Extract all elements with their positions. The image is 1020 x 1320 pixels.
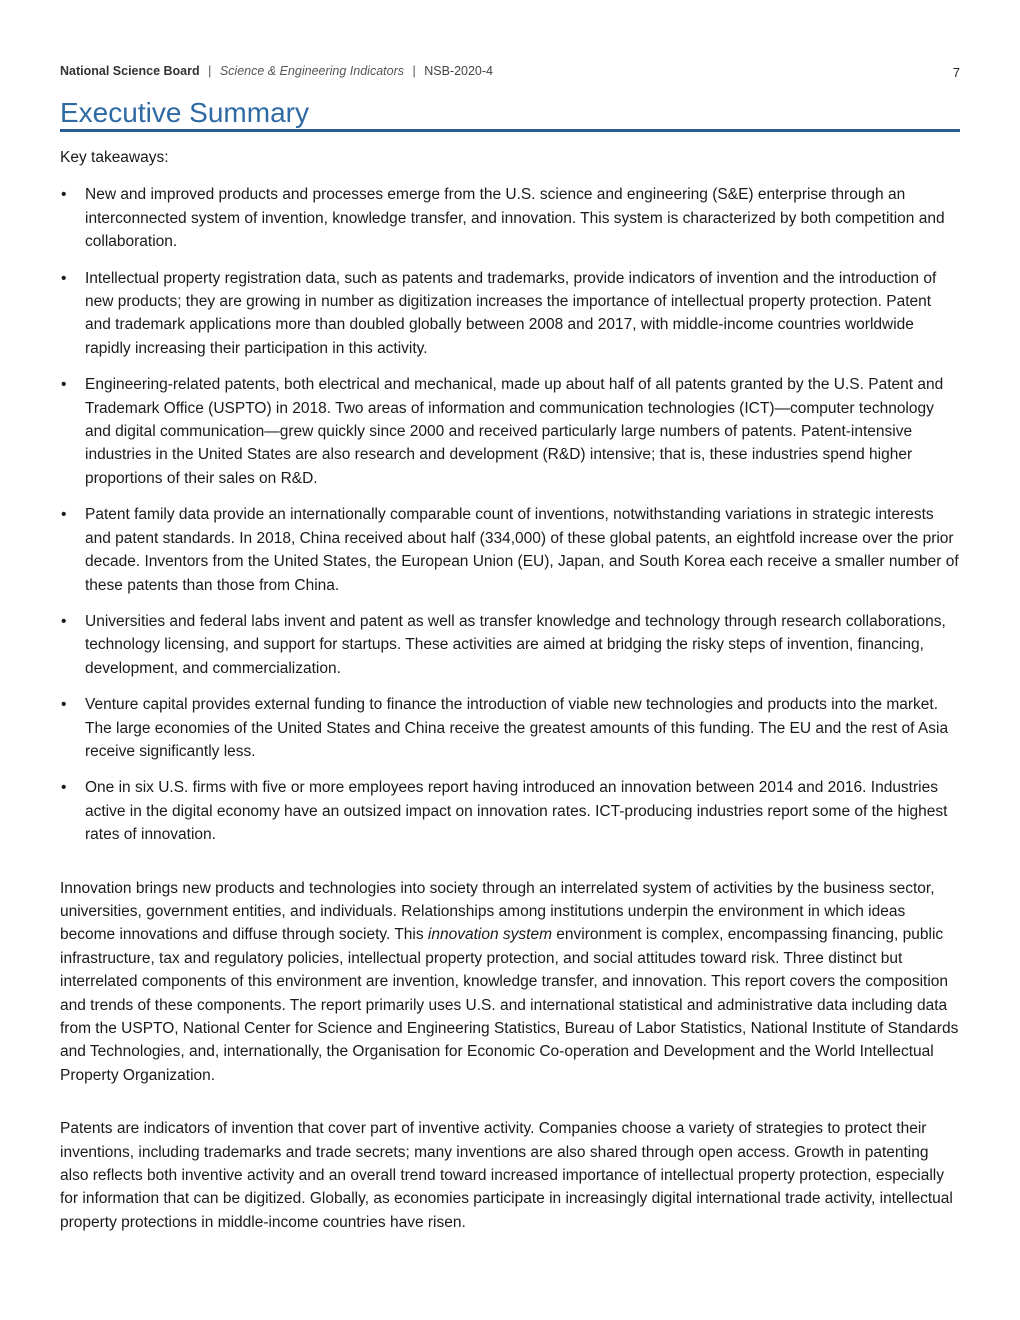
list-item-text: Engineering-related patents, both electrical and mechanical, made up about half of all patents granted by the U.S. Patent and Trademark Office (USPTO) in 2018. Two areas of information and communication technologies (ICT)—computer technology and digital communication—grew quickly since 2000 and received particularly large numbers of patents. Patent-intensive industries in the United States are also research and development (R&D) intensive; that is, these industries spend higher proportions of their sales on R&D. bbox=[85, 376, 944, 487]
running-header bbox=[60, 64, 960, 82]
bullet-marker: • bbox=[61, 612, 67, 630]
bullet-marker: • bbox=[61, 779, 67, 797]
body-paragraph-patents: Patents are indicators of invention that cover part of inventive activity. Companies choose a variety of strategies to protect their inventions, including trademarks and trade secrets; many inventions are also shared through open access. Growth in patenting also reflects both inventive activity and an overall trend toward increased importance of intellectual property protection, especially for information that can be digitized. Globally, as economies participate in increasingly digital international trade activity, intellectual property protections in middle-income countries have risen. bbox=[60, 1120, 953, 1231]
list-item-text: Venture capital provides external funding to finance the introduction of viable new technologies and products into the market. The large economies of the United States and China receive the greatest amounts of this funding. The EU and the rest of Asia receive significantly less. bbox=[85, 696, 949, 760]
list-item bbox=[60, 267, 960, 361]
paragraph-text: Innovation brings new products and technologies into society through an interrelated system of activities by the business sector, universities, government entities, and individuals. Relationships among institutions underpin the environment in which ideas become innovations and diffuse through society. This bbox=[60, 879, 935, 944]
key-takeaways-lead: Key takeaways: bbox=[60, 149, 169, 166]
bullet-marker: • bbox=[61, 269, 67, 287]
body-paragraph-innovation-system bbox=[60, 877, 960, 1088]
title-underline-rule bbox=[60, 129, 960, 132]
list-item-text: Patent family data provide an internationally comparable count of inventions, notwithstanding variations in strategic interests and patent standards. In 2018, China received about half (334,000) of these global patents, an eightfold increase over the prior decade. Inventors from the United States, the European Union (EU), Japan, and South Korea each receive a smaller number of these patents than those from China. bbox=[85, 506, 959, 594]
list-item bbox=[60, 183, 960, 253]
page-number: 7 bbox=[952, 65, 960, 80]
list-item bbox=[60, 373, 960, 490]
emphasized-term: innovation system bbox=[427, 926, 552, 944]
list-item-text: New and improved products and processes emerge from the U.S. science and engineering (S&E) enterprise through an interconnected system of invention, knowledge transfer, and innovation. This system is characterized by both competition and collaboration. bbox=[85, 186, 945, 251]
list-item-text: Universities and federal labs invent and patent as well as transfer knowledge and technology through research collaborations, technology licensing, and support for startups. These activities are aimed at bridging the risky steps of invention, financing, development, and commercialization. bbox=[85, 612, 946, 677]
list-item bbox=[60, 503, 960, 597]
section-title: Executive Summary bbox=[60, 97, 309, 128]
header-separator: | bbox=[412, 64, 416, 78]
section-body bbox=[60, 146, 960, 1234]
bullet-marker: • bbox=[61, 376, 67, 394]
paragraph-text: environment is complex, encompassing financing, public infrastructure, tax and regulatory policies, intellectual property protection, and social attitudes toward risk. Three distinct but interrelated components of this environment are invention, knowledge transfer, and innovation. This report covers the composition and trends of these components. The report primarily uses U.S. and international statistical and administrative data including data from the USPTO, National Center for Science and Engineering Statistics, Bureau of Labor Statistics, National Institute of Standards and Technologies, and, internationally, the Organisation for Economic Co-operation and Development and the World Intellectual Property Organization. bbox=[60, 926, 959, 1084]
header-report-id: NSB-2020-4 bbox=[424, 64, 493, 78]
bullet-marker: • bbox=[61, 696, 67, 714]
list-item bbox=[60, 776, 960, 846]
list-item bbox=[60, 693, 960, 763]
header-separator: | bbox=[208, 64, 212, 78]
header-publication: Science & Engineering Indicators bbox=[219, 64, 404, 78]
key-takeaways-list bbox=[60, 183, 960, 846]
list-item bbox=[60, 610, 960, 680]
bullet-marker: • bbox=[61, 506, 67, 524]
header-organization: National Science Board bbox=[60, 64, 200, 78]
bullet-marker: • bbox=[61, 186, 67, 204]
list-item-text: One in six U.S. firms with five or more employees report having introduced an innovation between 2014 and 2016. Industries active in the digital economy have an outsized impact on innovation rates. ICT-producing industries report some of the highest rates of innovation. bbox=[85, 779, 948, 844]
list-item-text: Intellectual property registration data, such as patents and trademarks, provide indicators of invention and the introduction of new products; they are growing in number as digitization increases the importance of intellectual property protection. Patent and trademark applications more than doubled globally between 2008 and 2017, with middle-income countries worldwide rapidly increasing their participation in this activity. bbox=[85, 269, 937, 357]
